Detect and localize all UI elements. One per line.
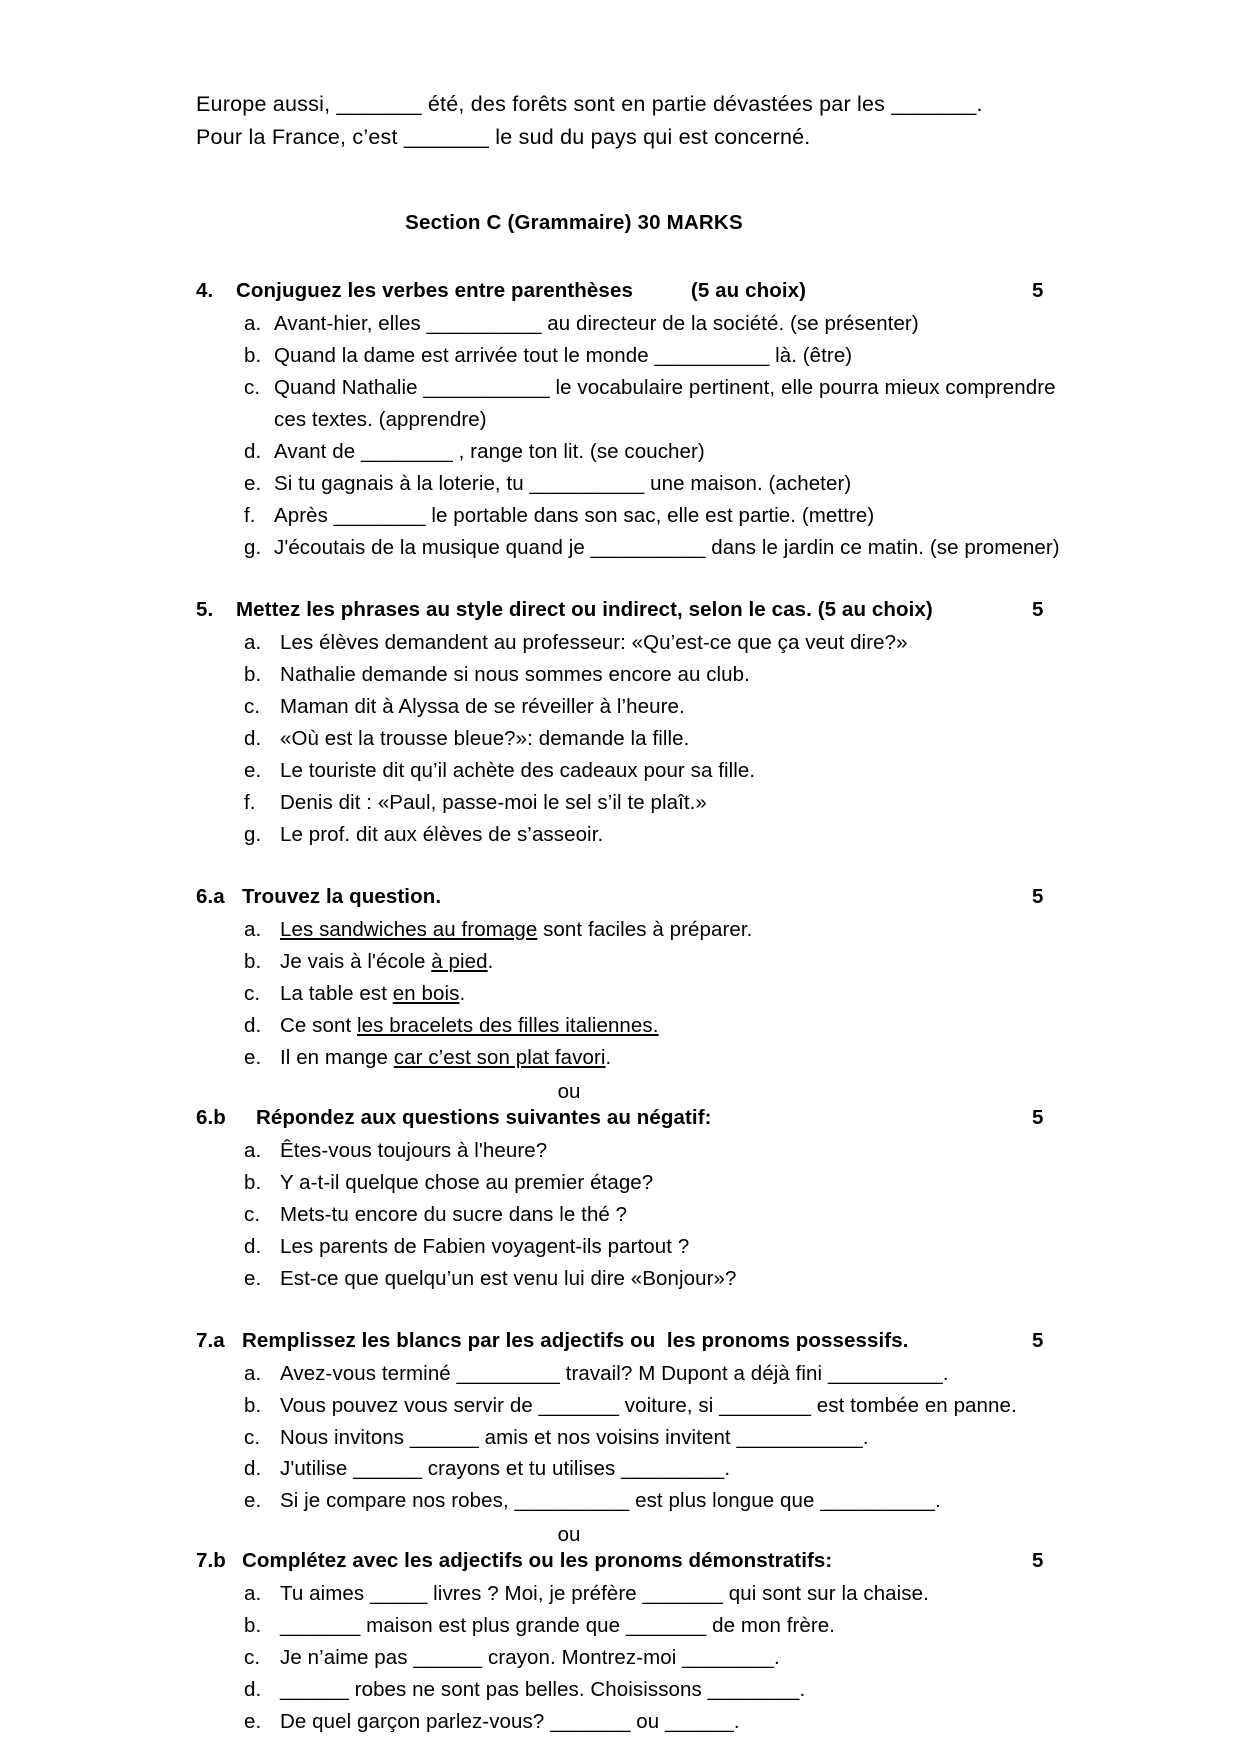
list-item [244,1042,1092,1074]
underlined-phrase: en bois [392,981,460,1005]
question-block-6a [196,885,1092,1074]
item-label: f. [244,504,256,528]
question-heading [196,598,1092,622]
question-heading [196,1329,1092,1353]
item-text: Nathalie demande si nous sommes encore au club. [280,663,750,687]
question-marks: 5 [1032,1549,1044,1573]
item-text: Le prof. dit aux élèves de s’asseoir. [280,822,604,846]
item-text: Avant de ________ , range ton lit. (se coucher) [274,440,705,464]
list-item [244,1231,1092,1263]
list-item [244,1010,1092,1042]
item-label: c. [244,376,261,400]
item-label: e. [244,472,262,496]
item-text: Avez-vous terminé _________ travail? M Dupont a déjà fini __________. [280,1361,949,1385]
list-item [244,436,1092,468]
item-label: e. [244,1710,262,1734]
question-block-4 [196,279,1092,564]
question-number: 7.a [196,1328,225,1352]
item-text: Quand la dame est arrivée tout le monde __________ là. (être) [274,344,853,368]
question-marks: 5 [1032,598,1044,622]
item-text: Mets-tu encore du sucre dans le thé ? [280,1202,628,1226]
underlined-phrase: car c’est son plat favori [393,1045,606,1069]
question-title: Complétez avec les adjectifs ou les pronoms démonstratifs: [242,1549,833,1573]
question-block-6b [196,1106,1092,1295]
item-text-after: sont faciles à préparer. [537,917,753,941]
item-text: Les élèves demandent au professeur: «Qu’est-ce que ça veut dire?» [280,631,908,655]
underlined-phrase: Les sandwiches au fromage [280,917,538,941]
item-text-after: . [487,949,494,973]
item-label: d. [244,727,262,750]
list-item [244,819,1092,851]
item-text: Maman dit à Alyssa de se réveiller à l’heure. [280,695,685,719]
list-item [244,978,1092,1010]
item-label: e. [244,1045,262,1069]
item-text [280,1010,1092,1042]
item-label: c. [244,695,261,719]
item-label: b. [244,1170,262,1194]
item-label: c. [244,981,261,1005]
item-text [280,914,1092,946]
item-text: Je n’aime pas ______ crayon. Montrez-moi ________. [280,1646,780,1670]
item-label: e. [244,1489,262,1513]
list-item [244,1390,1092,1422]
item-text: ______ robes ne sont pas belles. Choisissons ________. [280,1678,806,1702]
ou-separator: ou [557,1079,581,1103]
question-heading [196,885,1092,909]
underlined-phrase: à pied [431,949,488,973]
item-text: Si tu gagnais à la loterie, tu __________ une maison. (acheter) [274,472,852,496]
question-heading [196,1549,1092,1573]
list-item [244,627,1092,659]
question-number: 5. [196,598,214,622]
list-item [244,946,1092,978]
item-text: J'utilise ______ crayons et tu utilises _________. [280,1457,731,1481]
list-item [244,691,1092,723]
item-text-before: Ce sont [280,1013,358,1037]
list-item [244,532,1092,564]
question-items [196,308,1092,564]
question-items [196,914,1092,1074]
question-block-7a [196,1329,1092,1518]
list-item [244,787,1092,819]
item-label: d. [244,1013,262,1037]
list-item [244,1578,1092,1610]
list-item [244,1422,1092,1454]
question-number: 6.a [196,884,225,908]
list-item [244,659,1092,691]
item-text: Vous pouvez vous servir de _______ voiture, si ________ est tombée en panne. [280,1393,1017,1417]
item-label: f. [244,790,256,814]
item-text: Denis dit : «Paul, passe-moi le sel s’il te plaît.» [280,790,707,814]
item-text-before: La table est [280,981,393,1005]
question-items [196,1578,1092,1738]
question-marks: 5 [1032,884,1044,908]
list-item [244,1642,1092,1674]
item-text: Tu aimes _____ livres ? Moi, je préfère _______ qui sont sur la chaise. [280,1582,929,1606]
item-text-before: Je vais à l'école [280,949,432,973]
item-label: a. [244,1361,262,1385]
item-text-after: . [459,981,466,1005]
question-number: 4. [196,279,214,303]
item-label: a. [244,1582,262,1606]
list-item [244,468,1092,500]
question-block-7b [196,1549,1092,1738]
list-item [244,1706,1092,1738]
question-number: 7.b [196,1549,226,1573]
item-text: Est-ce que quelqu’un est venu lui dire «Bonjour»? [280,1266,737,1290]
item-text: «Où est la trousse bleue?»: demande la fille. [280,727,690,750]
list-item [244,723,1092,755]
list-item [244,308,1092,340]
item-label: a. [244,312,262,336]
question-title: Mettez les phrases au style direct ou indirect, selon le cas. (5 au choix) [236,598,933,622]
item-label: d. [244,1678,262,1702]
item-label: a. [244,917,262,941]
item-label: b. [244,1393,262,1417]
question-items [196,1358,1092,1518]
item-text-after: . [605,1045,612,1069]
question-number: 6.b [196,1105,226,1129]
intro-paragraph: Europe aussi, _______ été, des forêts sont en partie dévastées par les _______. Pour la France, c’est _______ le sud du pays qui est concerné. [196,92,983,149]
list-item [244,1610,1092,1642]
item-text: Si je compare nos robes, __________ est plus longue que __________. [280,1489,941,1513]
list-item [244,1485,1092,1517]
item-text-before: Il en mange [280,1045,394,1069]
list-item [244,755,1092,787]
item-text: J'écoutais de la musique quand je __________ dans le jardin ce matin. (se promener) [274,536,1060,560]
list-item [244,1199,1092,1231]
list-item [244,500,1092,532]
ou-separator: ou [557,1523,581,1547]
item-label: b. [244,344,262,368]
item-label: c. [244,1202,261,1226]
item-text: _______ maison est plus grande que _______ de mon frère. [280,1614,836,1638]
item-text: Quand Nathalie ___________ le vocabulaire pertinent, elle pourra mieux comprendre ces textes. (apprendre) [274,376,1056,432]
list-item [244,1674,1092,1706]
question-title: Remplissez les blancs par les adjectifs ou les pronoms possessifs. [242,1328,909,1352]
list-item [244,1263,1092,1295]
item-label: a. [244,1138,262,1162]
question-title: Répondez aux questions suivantes au négatif: [256,1105,712,1129]
item-text: Nous invitons ______ amis et nos voisins invitent ___________. [280,1425,869,1449]
item-label: c. [244,1425,261,1449]
list-item [244,1358,1092,1390]
item-text: Y a-t-il quelque chose au premier étage? [280,1170,654,1194]
question-title: Trouvez la question. [242,884,442,908]
list-item [244,1167,1092,1199]
question-marks: 5 [1032,1328,1044,1352]
item-label: b. [244,663,262,687]
section-heading: Section C (Grammaire) 30 MARKS [405,211,743,235]
question-marks: 5 [1032,1105,1044,1129]
question-items [196,1135,1092,1295]
list-item [244,914,1092,946]
item-label: b. [244,1614,262,1638]
item-label: a. [244,631,262,655]
item-text [280,1042,1092,1074]
list-item [244,1135,1092,1167]
item-text: Après ________ le portable dans son sac, elle est partie. (mettre) [274,504,875,528]
item-text: Le touriste dit qu’il achète des cadeaux pour sa fille. [280,758,756,782]
list-item [244,1453,1092,1485]
list-item [244,372,1092,436]
underlined-phrase: les bracelets des filles italiennes. [357,1013,659,1037]
question-title: Conjuguez les verbes entre parenthèses (5 au choix) [236,279,807,303]
question-block-5 [196,598,1092,851]
item-label: e. [244,1266,262,1290]
item-text: Les parents de Fabien voyagent-ils partout ? [280,1234,690,1258]
item-text: Êtes-vous toujours à l'heure? [280,1138,548,1162]
item-text [280,978,1092,1010]
item-text [280,946,1092,978]
question-marks: 5 [1032,279,1044,303]
question-heading [196,279,1092,303]
item-label: d. [244,440,262,464]
item-label: d. [244,1234,262,1258]
item-label: c. [244,1646,261,1670]
item-label: g. [244,536,262,560]
question-items [196,627,1092,851]
item-label: d. [244,1457,262,1481]
item-text: Avant-hier, elles __________ au directeur de la société. (se présenter) [274,312,919,336]
item-text: De quel garçon parlez-vous? _______ ou ______. [280,1710,740,1734]
item-label: g. [244,822,262,846]
item-label: b. [244,949,262,973]
item-label: e. [244,758,262,782]
list-item [244,340,1092,372]
question-heading [196,1106,1092,1130]
